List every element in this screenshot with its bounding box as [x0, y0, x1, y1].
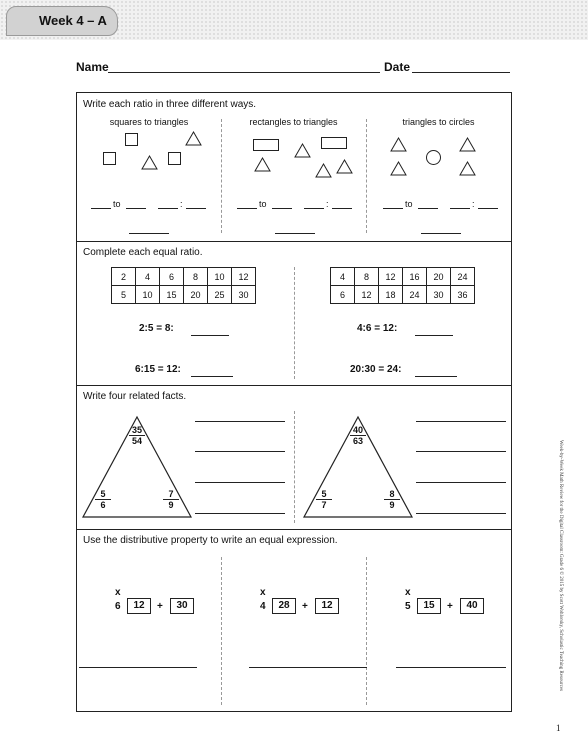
- related-facts-instruction: Write four related facts.: [83, 391, 187, 402]
- answer-blank[interactable]: [415, 335, 453, 336]
- table-cell: 12: [379, 268, 403, 286]
- ratio-equation: 4:6 = 12:: [357, 323, 398, 334]
- date-field[interactable]: [412, 72, 510, 73]
- answer-line[interactable]: [79, 667, 197, 668]
- table-cell: 8: [355, 268, 379, 286]
- fact-line[interactable]: [195, 513, 285, 514]
- fact-line[interactable]: [195, 421, 285, 422]
- table-cell: 10: [208, 268, 232, 286]
- fraction-right: $\frac{7}{9}$: [163, 489, 179, 510]
- answer-blank[interactable]: [450, 208, 470, 209]
- table-cell: 12: [355, 286, 379, 304]
- answer-blank[interactable]: [478, 208, 498, 209]
- fraction-top: $\frac{40}{63}$: [350, 425, 366, 446]
- factor: 4: [260, 601, 266, 612]
- answer-line[interactable]: [249, 667, 367, 668]
- answer-blank[interactable]: [332, 208, 352, 209]
- square-shape: [125, 133, 138, 146]
- table-cell: 24: [403, 286, 427, 304]
- answer-blank[interactable]: [129, 233, 169, 234]
- triangle-shape: [390, 137, 407, 152]
- table-cell: 6: [331, 286, 355, 304]
- column-divider: [366, 557, 367, 705]
- ratio-section: [77, 93, 511, 242]
- name-label: Name: [76, 60, 109, 74]
- answer-blank[interactable]: [237, 208, 257, 209]
- square-shape: [168, 152, 181, 165]
- times-sign: x: [405, 587, 411, 598]
- distributive-instruction: Use the distributive property to write an equal expression.: [83, 535, 338, 546]
- answer-blank[interactable]: [158, 208, 178, 209]
- colon-label: :: [472, 199, 475, 209]
- answer-blank[interactable]: [91, 208, 111, 209]
- rectangle-shape: [321, 137, 347, 149]
- ratio-title: rectangles to triangles: [249, 117, 338, 127]
- colon-label: :: [180, 199, 183, 209]
- triangle-shape: [254, 157, 271, 172]
- column-divider: [294, 411, 295, 523]
- plus-sign: +: [302, 601, 308, 612]
- table-cell: 24: [451, 268, 475, 286]
- answer-blank[interactable]: [415, 376, 457, 377]
- colon-label: :: [326, 199, 329, 209]
- column-divider: [221, 119, 222, 233]
- equal-ratio-section: [77, 241, 511, 386]
- table-cell: 16: [403, 268, 427, 286]
- ratio-table: [111, 267, 256, 304]
- date-label: Date: [384, 60, 411, 74]
- answer-blank[interactable]: [186, 208, 206, 209]
- distributive-section: [77, 529, 511, 711]
- answer-blank[interactable]: [418, 208, 438, 209]
- table-cell: 36: [451, 286, 475, 304]
- to-label: to: [405, 199, 413, 209]
- copyright-text: Week-by-Week Math Review for the Digital Classroom: Grade 6 © 2015 by Scott Wohlorsky, Scholastic Teaching Resources: [558, 440, 563, 691]
- fact-line[interactable]: [416, 482, 506, 483]
- table-cell: 25: [208, 286, 232, 304]
- triangle-shape: [294, 143, 311, 158]
- ratio-equation: 6:15 = 12:: [135, 364, 181, 375]
- triangle-shape: [185, 131, 202, 146]
- answer-blank[interactable]: [191, 376, 233, 377]
- rectangle-shape: [253, 139, 279, 151]
- triangle-shape: [141, 155, 158, 170]
- ratio-instruction: Write each ratio in three different ways.: [83, 99, 257, 110]
- related-facts-section: [77, 385, 511, 530]
- times-sign: x: [115, 587, 121, 598]
- fact-line[interactable]: [195, 451, 285, 452]
- to-label: to: [113, 199, 121, 209]
- answer-blank[interactable]: [383, 208, 403, 209]
- week-tab: [6, 6, 118, 36]
- table-cell: 12: [232, 268, 256, 286]
- addend-box: 12: [127, 598, 151, 614]
- ratio-title: squares to triangles: [109, 117, 189, 127]
- triangle-shape: [336, 159, 353, 174]
- factor: 5: [405, 601, 411, 612]
- column-divider: [294, 267, 295, 379]
- table-cell: 15: [160, 286, 184, 304]
- times-sign: x: [260, 587, 266, 598]
- fact-line[interactable]: [416, 421, 506, 422]
- factor: 6: [115, 601, 121, 612]
- addend-box: 15: [417, 598, 441, 614]
- table-cell: 30: [427, 286, 451, 304]
- table-cell: 20: [184, 286, 208, 304]
- page-number: 1: [556, 723, 561, 733]
- table-cell: 8: [184, 268, 208, 286]
- table-cell: 5: [112, 286, 136, 304]
- worksheet: [76, 92, 512, 712]
- table-cell: 20: [427, 268, 451, 286]
- table-cell: 6: [160, 268, 184, 286]
- triangle-shape: [459, 161, 476, 176]
- addend-box: 12: [315, 598, 339, 614]
- table-cell: 2: [112, 268, 136, 286]
- addend-box: 30: [170, 598, 194, 614]
- fraction-top: $\frac{35}{54}$: [129, 425, 145, 446]
- answer-blank[interactable]: [304, 208, 324, 209]
- triangle-shape: [390, 161, 407, 176]
- answer-blank[interactable]: [272, 208, 292, 209]
- ratio-equation: 2:5 = 8:: [139, 323, 174, 334]
- addend-box: 28: [272, 598, 296, 614]
- fraction-left: $\frac{5}{6}$: [95, 489, 111, 510]
- fact-line[interactable]: [416, 451, 506, 452]
- fact-line[interactable]: [195, 482, 285, 483]
- addend-box: 40: [460, 598, 484, 614]
- answer-blank[interactable]: [191, 335, 229, 336]
- week-label: Week 4 – A: [39, 13, 107, 28]
- triangle-shape: [315, 163, 332, 178]
- fact-line[interactable]: [416, 513, 506, 514]
- ratio-equation: 20:30 = 24:: [350, 364, 402, 375]
- table-cell: 10: [136, 286, 160, 304]
- fraction-left: $\frac{5}{7}$: [316, 489, 332, 510]
- table-cell: 4: [331, 268, 355, 286]
- answer-line[interactable]: [396, 667, 506, 668]
- triangle-shape: [459, 137, 476, 152]
- table-cell: 4: [136, 268, 160, 286]
- circle-shape: [426, 150, 441, 165]
- answer-blank[interactable]: [421, 233, 461, 234]
- column-divider: [221, 557, 222, 705]
- answer-blank[interactable]: [275, 233, 315, 234]
- column-divider: [366, 119, 367, 233]
- ratio-table: [330, 267, 475, 304]
- table-cell: 30: [232, 286, 256, 304]
- table-cell: 18: [379, 286, 403, 304]
- ratio-title: triangles to circles: [402, 117, 475, 127]
- plus-sign: +: [447, 601, 453, 612]
- square-shape: [103, 152, 116, 165]
- fraction-right: $\frac{8}{9}$: [384, 489, 400, 510]
- plus-sign: +: [157, 601, 163, 612]
- to-label: to: [259, 199, 267, 209]
- answer-blank[interactable]: [126, 208, 146, 209]
- name-field[interactable]: [108, 72, 380, 73]
- equal-ratio-instruction: Complete each equal ratio.: [83, 247, 203, 258]
